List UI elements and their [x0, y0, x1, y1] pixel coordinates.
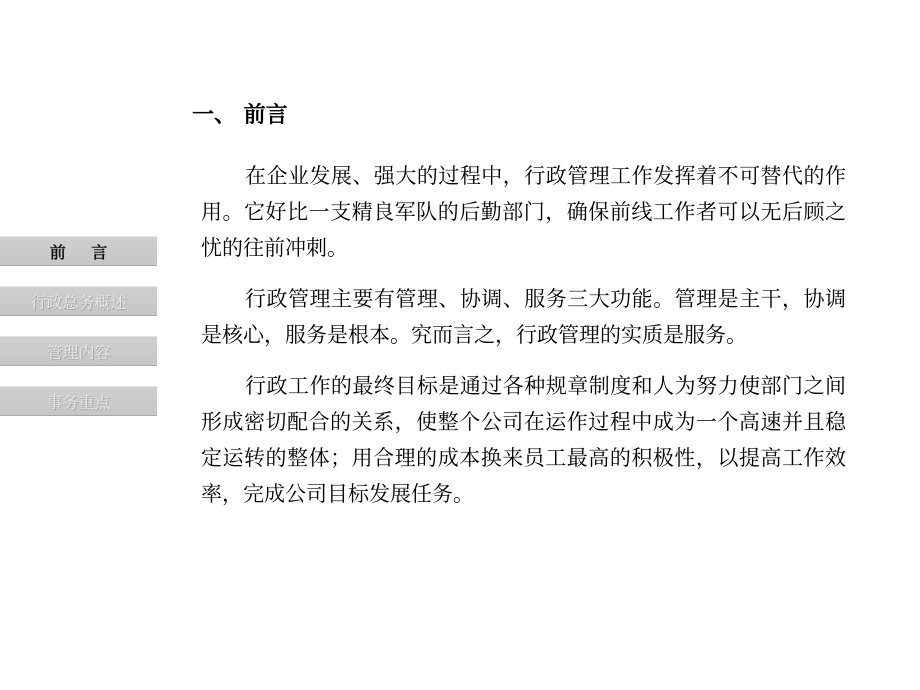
section-body — [201, 158, 846, 527]
sidebar-item-admin-overview[interactable]: 行政总务概述 — [0, 286, 157, 316]
paragraph: 行政工作的最终目标是通过各种规章制度和人为努力使部门之间形成密切配合的关系，使整个公司在运作过程中成为一个高速并且稳定运转的整体；用合理的成本换来员工最高的积极性，以提高工作效率，完成公司目标发展任务。 — [201, 374, 846, 506]
sidebar-item-affairs-focus[interactable]: 事务重点 — [0, 386, 157, 416]
paragraph: 在企业发展、强大的过程中，行政管理工作发挥着不可替代的作用。它好比一支精良军队的后勤部门，确保前线工作者可以无后顾之忧的往前冲刺。 — [201, 164, 846, 260]
paragraph: 行政管理主要有管理、协调、服务三大功能。管理是主干，协调是核心，服务是根本。究而言之，行政管理的实质是服务。 — [201, 287, 846, 347]
section-title: 一、 前言 — [192, 103, 288, 128]
sidebar-item-preface[interactable]: 前 言 — [0, 236, 157, 266]
sidebar-nav — [0, 236, 157, 436]
sidebar-item-management-content[interactable]: 管理内容 — [0, 336, 157, 366]
